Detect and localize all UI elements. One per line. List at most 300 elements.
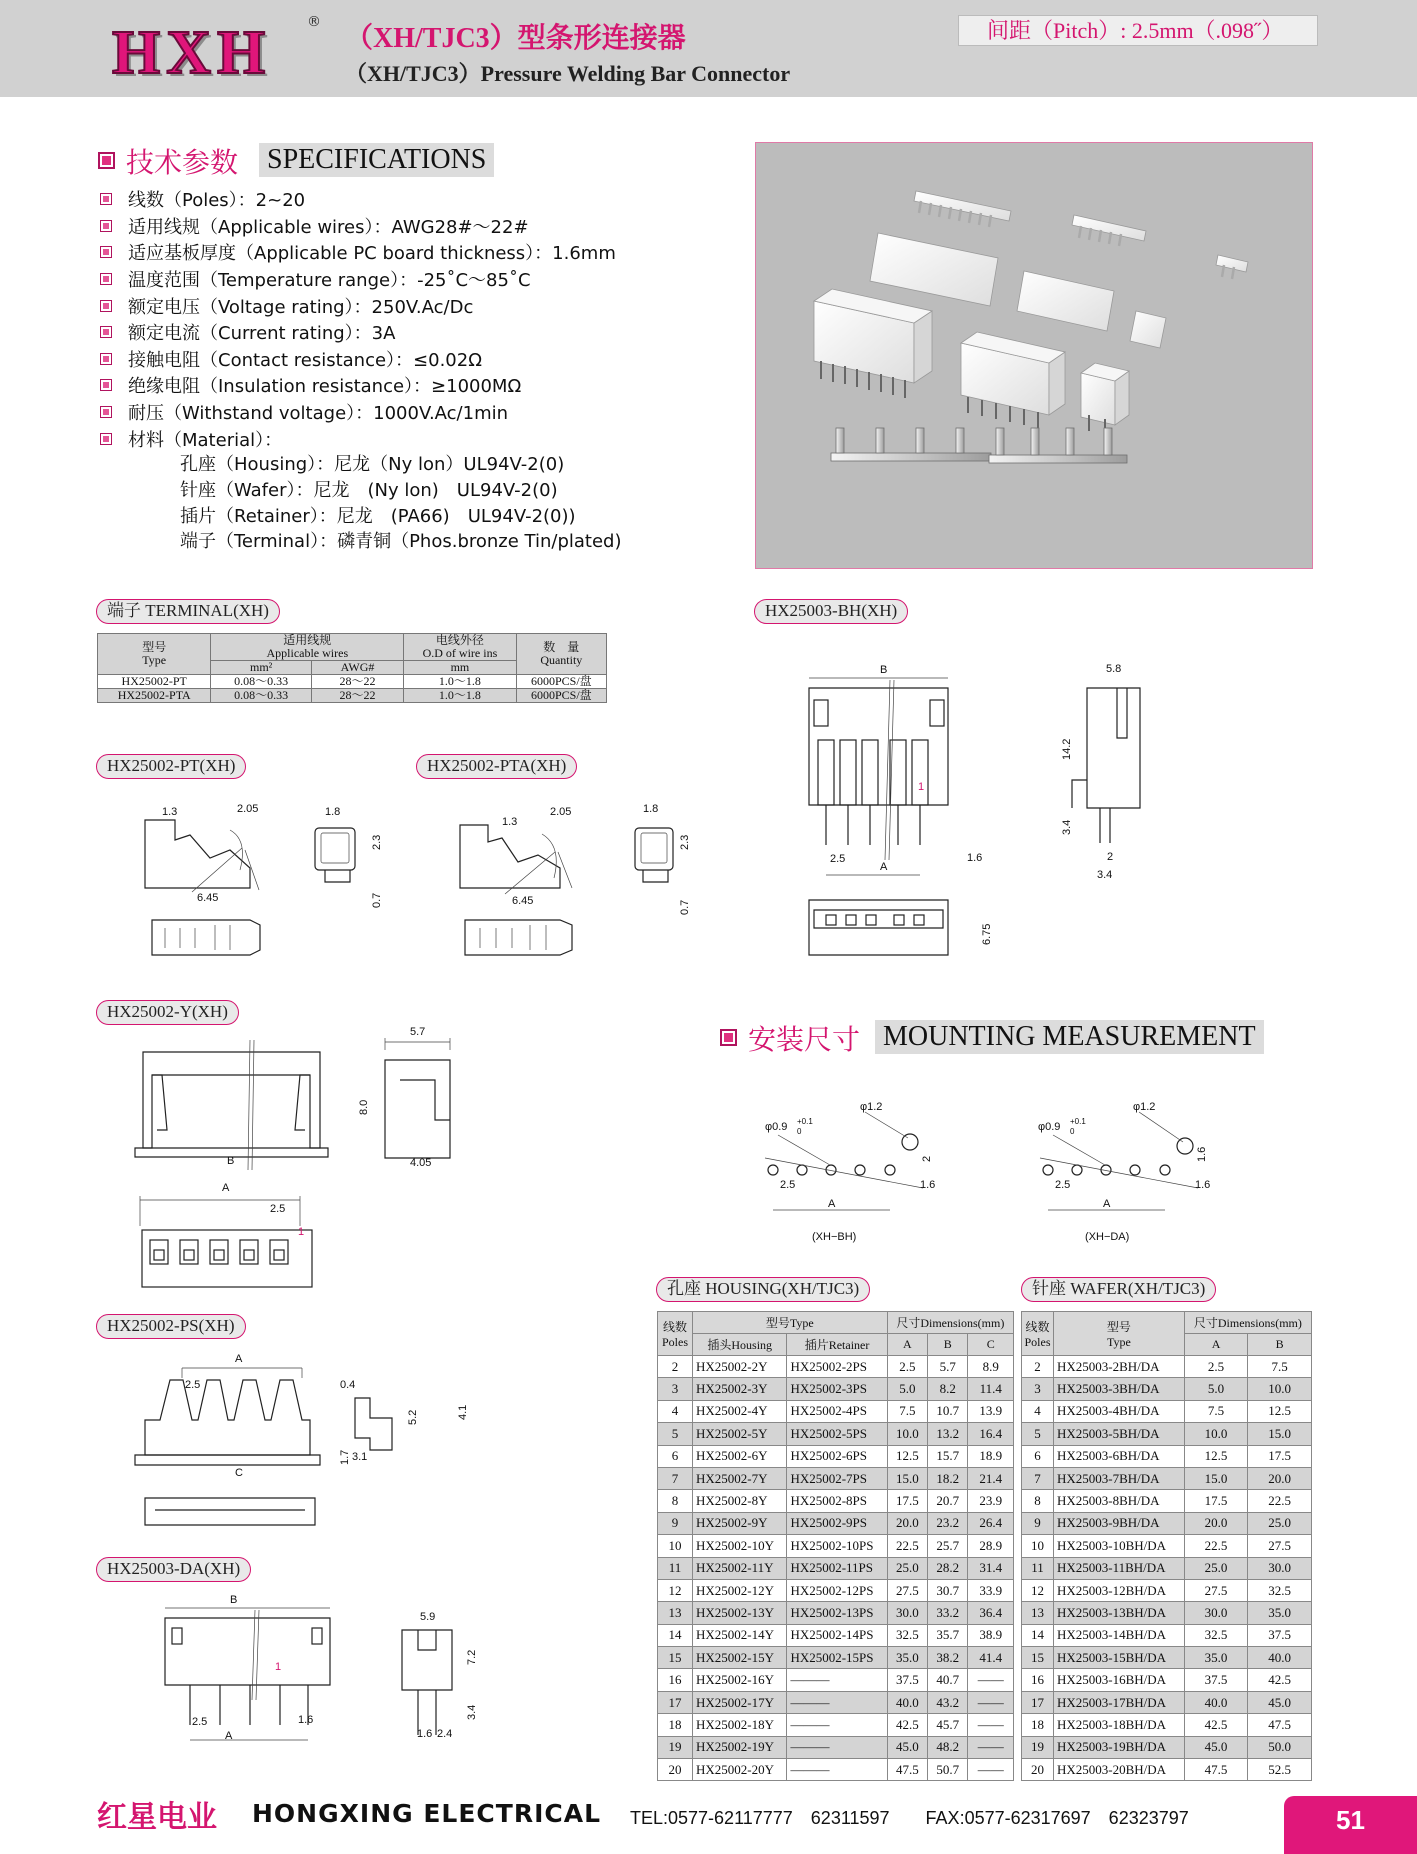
table-cell: HX25003-13BH/DA [1054,1602,1185,1624]
table-cell: 32.5 [1248,1579,1312,1601]
table-cell: ——— [787,1669,887,1691]
table-cell: 50.0 [1248,1736,1312,1758]
table-cell: HX25002-13Y [693,1602,787,1624]
table-cell: 2.5 [1184,1356,1248,1378]
svg-text:3.4: 3.4 [1061,819,1073,835]
pta-drawing [450,800,710,980]
table-cell: HX25002-6Y [693,1445,787,1467]
table-cell: 6 [658,1445,693,1467]
table-cell: 10.0 [887,1423,927,1445]
table-row [1022,1423,1312,1445]
table-cell: 37.5 [1184,1669,1248,1691]
table-row [1022,1691,1312,1713]
table-cell: 52.5 [1248,1759,1312,1781]
spec-heading-cn: 技术参数 [126,148,239,179]
table-cell: 18 [658,1714,693,1736]
table-cell: 40.0 [887,1691,927,1713]
table-cell: HX25002-2Y [693,1356,787,1378]
table-cell: 12 [1022,1579,1054,1601]
table-row [658,1356,1014,1378]
table-cell: HX25003-11BH/DA [1054,1557,1185,1579]
svg-text:1.6: 1.6 [967,852,983,864]
table-cell: 20.7 [928,1490,968,1512]
bullet-icon [100,433,112,445]
th-housing: 插头Housing [693,1334,787,1356]
table-cell: 4 [658,1400,693,1422]
terminal-table [97,633,607,703]
svg-text:A: A [828,1198,836,1210]
spec-item: 额定电流（Current rating）：3A [100,319,740,346]
table-cell: 8.2 [928,1378,968,1400]
table-cell: 12.5 [1248,1400,1312,1422]
svg-text:1.6: 1.6 [1196,1146,1208,1162]
svg-text:φ1.2: φ1.2 [1133,1101,1156,1113]
table-cell: 13 [658,1602,693,1624]
spec-item: 线数（Poles）：2~20 [100,186,740,213]
table-cell: 25.0 [1248,1512,1312,1534]
product-photo [755,142,1313,569]
table-cell: 47.5 [1248,1714,1312,1736]
table-cell: 23.9 [968,1490,1014,1512]
spec-item: 适用线规（Applicable wires）：AWG28#～22# [100,213,740,240]
table-cell: 35.0 [887,1647,927,1669]
table-cell: HX25003-20BH/DA [1054,1759,1185,1781]
bullet-icon [100,300,112,312]
table-cell: 12.5 [887,1445,927,1467]
table-cell: 11 [1022,1557,1054,1579]
th-dims: 尺寸Dimensions(mm) [1184,1312,1311,1334]
bullet-icon [100,379,112,391]
svg-text:A: A [222,1182,230,1194]
table-row [1022,1736,1312,1758]
table-cell: HX25003-10BH/DA [1054,1535,1185,1557]
table-cell: 17.5 [1248,1445,1312,1467]
table-cell: 5.7 [928,1356,968,1378]
table-cell: 12 [658,1579,693,1601]
table-cell: 8 [658,1490,693,1512]
table-cell: 14 [1022,1624,1054,1646]
table-cell: 14 [658,1624,693,1646]
table-cell: —— [968,1736,1014,1758]
svg-text:1.3: 1.3 [162,806,178,818]
ps-label: HX25002-PS(XH) [96,1314,246,1339]
housing-label: 孔座 HOUSING(XH/TJC3) [656,1277,870,1302]
material-terminal: 端子（Terminal）：磷青铜（Phos.bronze Tin/plated) [180,531,622,553]
table-cell: HX25002-3PS [787,1378,887,1400]
brand-logo: HXH [112,19,272,87]
table-cell: 20.0 [1184,1512,1248,1534]
svg-text:2.5: 2.5 [270,1203,286,1215]
table-cell: HX25003-18BH/DA [1054,1714,1185,1736]
spec-item: 材料（Material）： [100,425,740,452]
wafer-table: 线数 Poles 型号 Type 尺寸Dimensions(mm) A B 2 HX25003-2BH/DA 2.5 7.5 3 HX25003-3BH/DA 5.0 10.0 4 HX25003-4BH/DA 7.5 12.5 5 HX25003-5BH/DA 10.0 15.0 6 HX25003-6BH/DA 12.5 17.5 7 HX25003-7BH/DA 15.0 20.0 8 HX25003-8BH/DA 17.5 22.5 9 HX25003-9BH/DA 20.0 25.0 10 HX25003-10BH/DA 22.5 27.5 11 HX25003-11BH/DA 25.0 30.0 12 HX25003-12BH/DA 27.5 32.5 13 HX25003-13BH/DA 30.0 35.0 14 HX25003-14BH/DA 32.5 37.5 15 HX25003-15BH/DA 35.0 40.0 16 HX25003-16BH/DA 37.5 42.5 17 HX25003-17BH/DA 40.0 45.0 18 HX25003-18BH/DA 42.5 47.5 19 HX25003-19BH/DA 45.0 50.0 20 HX25003-20BH/DA 47.5 52.5 [1021,1311,1312,1781]
table-cell: —— [968,1669,1014,1691]
table-cell: 7.5 [887,1400,927,1422]
svg-text:1: 1 [918,781,925,793]
table-cell: 30.0 [1184,1602,1248,1624]
table-cell: 18 [1022,1714,1054,1736]
table-cell: HX25002-3Y [693,1378,787,1400]
table-cell: 42.5 [1248,1669,1312,1691]
table-cell: 26.4 [968,1512,1014,1534]
svg-text:0: 0 [1070,1127,1075,1136]
svg-text:B: B [880,664,888,676]
table-cell: 13.9 [968,1400,1014,1422]
table-cell: 15.7 [928,1445,968,1467]
spec-item: 接触电阻（Contact resistance）：≤0.02Ω [100,346,740,373]
table-cell: HX25002-5Y [693,1423,787,1445]
table-cell: 35.7 [928,1624,968,1646]
table-row [658,1579,1014,1601]
table-cell: 2.5 [887,1356,927,1378]
table-cell: 5 [658,1423,693,1445]
table-cell: 22.5 [1248,1490,1312,1512]
svg-text:1.6: 1.6 [1195,1179,1211,1191]
table-cell: HX25002-5PS [787,1423,887,1445]
table-cell: 7.5 [1248,1356,1312,1378]
table-cell: 18.2 [928,1467,968,1489]
table-cell: 20 [1022,1759,1054,1781]
table-cell: 20 [658,1759,693,1781]
svg-text:B: B [230,1594,238,1606]
table-cell: HX25002-15Y [693,1647,787,1669]
table-cell: 48.2 [928,1736,968,1758]
table-cell: HX25002-14PS [787,1624,887,1646]
table-cell: 25.0 [1184,1557,1248,1579]
th-retainer: 插片Retainer [787,1334,887,1356]
svg-text:1.6: 1.6 [417,1728,433,1740]
svg-text:14.2: 14.2 [1061,738,1073,760]
th-poles: 线数 Poles [658,1312,693,1356]
table-cell: —— [968,1691,1014,1713]
footer-contact: TEL:0577-62117777 62311597 FAX:0577-62317697 62323797 [630,1808,1189,1828]
spec-item: 额定电压（Voltage rating）：250V.Ac/Dc [100,292,740,319]
table-cell: 16.4 [968,1423,1014,1445]
th-od: 电线外径 O.D of wire ins [404,634,516,661]
table-cell: 17 [658,1691,693,1713]
table-cell: ——— [787,1736,887,1758]
table-cell: HX25002-10Y [693,1535,787,1557]
table-cell: HX25002-11Y [693,1557,787,1579]
table-cell: 10 [1022,1535,1054,1557]
table-cell: 9 [1022,1512,1054,1534]
table-cell: —— [968,1714,1014,1736]
table-cell: ——— [787,1691,887,1713]
table-cell: 30.0 [1248,1557,1312,1579]
svg-text:2: 2 [1107,851,1114,863]
table-cell: HX25002-7Y [693,1467,787,1489]
material-wafer: 针座（Wafer）：尼龙 (Ny lon) UL94V-2(0) [180,479,558,501]
table-row [658,1535,1014,1557]
table-cell: 2 [658,1356,693,1378]
th-poles: 线数 Poles [1022,1312,1054,1356]
table-cell: 8 [1022,1490,1054,1512]
table-cell: HX25002-11PS [787,1557,887,1579]
table-cell: 10.0 [1184,1423,1248,1445]
table-row [658,1423,1014,1445]
table-row [1022,1647,1312,1669]
table-row [1022,1490,1312,1512]
table-cell: 15 [658,1647,693,1669]
table-row [658,1378,1014,1400]
svg-text:2.5: 2.5 [1055,1179,1071,1191]
table-cell: ——— [787,1714,887,1736]
bullet-icon [100,193,112,205]
table-row [1022,1759,1312,1781]
bullet-icon [100,406,112,418]
svg-text:2.3: 2.3 [371,834,383,850]
svg-text:2.5: 2.5 [780,1179,796,1191]
table-cell: 11.4 [968,1378,1014,1400]
table-cell: 15.0 [887,1467,927,1489]
table-row [1022,1535,1312,1557]
table-cell: HX25003-19BH/DA [1054,1736,1185,1758]
bh-label: HX25003-BH(XH) [754,599,908,624]
table-row [658,1602,1014,1624]
table-cell: HX25002-12PS [787,1579,887,1601]
footer-company-cn: 红星电业 [97,1800,217,1835]
svg-text:2: 2 [921,1155,933,1162]
housing-table: 线数 Poles 型号Type 尺寸Dimensions(mm) 插头Housing 插片Retainer A B C 2 HX25002-2Y HX25002-2PS 2.5 5.7 8.9 3 HX25002-3Y HX25002-3PS 5.0 8.2 11.4 4 HX25002-4Y HX25002-4PS 7.5 10.7 13.9 5 HX25002-5Y HX25002-5PS 10.0 13.2 16.4 6 HX25002-6Y HX25002-6PS 12.5 15.7 18.9 7 HX25002-7Y HX25002-7PS 15.0 18.2 21.4 8 HX25002-8Y HX25002-8PS 17.5 20.7 23.9 9 HX25002-9Y HX25002-9PS 20.0 23.2 26.4 10 HX25002-10Y HX25002-10PS 22.5 25.7 28.9 11 HX25002-11Y HX25002-11PS 25.0 28.2 31.4 12 HX25002-12Y HX25002-12PS 27.5 30.7 33.9 13 HX25002-13Y HX25002-13PS 30.0 33.2 36.4 14 HX25002-14Y HX25002-14PS 32.5 35.7 38.9 15 HX25002-15Y HX25002-15PS 35.0 38.2 41.4 16 HX25002-16Y ——— 37.5 40.7 —— 17 HX25002-17Y ——— 40.0 43.2 —— 18 HX25002-18Y ——— 42.5 45.7 —— 19 HX25002-19Y ——— 45.0 48.2 —— 20 HX25002-20Y ——— 47.5 50.7 —— [657,1311,1014,1781]
th-dims: 尺寸Dimensions(mm) [887,1312,1013,1334]
table-cell: 3 [658,1378,693,1400]
svg-text:φ1.2: φ1.2 [860,1101,883,1113]
table-cell: HX25002-15PS [787,1647,887,1669]
table-cell: 45.0 [887,1736,927,1758]
table-row [658,1467,1014,1489]
svg-text:6.45: 6.45 [512,895,534,907]
table-row [658,1400,1014,1422]
bullet-square-icon [720,1029,737,1046]
table-cell: 19 [658,1736,693,1758]
table-cell: 30.0 [887,1602,927,1624]
table-cell: 35.0 [1184,1647,1248,1669]
y-drawing [130,1020,470,1310]
table-cell: 9 [658,1512,693,1534]
page-title-en: （XH/TJC3）Pressure Welding Bar Connector [345,61,791,86]
table-row [658,1445,1014,1467]
table-cell: 45.7 [928,1714,968,1736]
table-cell: 17 [1022,1691,1054,1713]
table-row [658,1714,1014,1736]
table-row [658,1512,1014,1534]
svg-text:2.4: 2.4 [437,1728,453,1740]
bullet-icon [100,273,112,285]
table-row [1022,1400,1312,1422]
table-cell: 13.2 [928,1423,968,1445]
table-cell: 19 [1022,1736,1054,1758]
svg-text:C: C [235,1467,243,1479]
table-cell: HX25003-16BH/DA [1054,1669,1185,1691]
material-housing: 孔座（Housing）：尼龙（Ny lon）UL94V-2(0) [180,453,565,475]
da-label: HX25003-DA(XH) [96,1557,251,1582]
table-cell: 47.5 [1184,1759,1248,1781]
table-cell: 3 [1022,1378,1054,1400]
table-cell: 42.5 [887,1714,927,1736]
table-cell: HX25002-12Y [693,1579,787,1601]
table-cell: 27.5 [1248,1535,1312,1557]
svg-text:2.5: 2.5 [185,1379,201,1391]
table-cell: 17.5 [1184,1490,1248,1512]
connector-photo-illustration [756,143,1314,570]
table-row [658,1490,1014,1512]
table-cell: HX25003-5BH/DA [1054,1423,1185,1445]
bullet-icon [100,246,112,258]
y-label: HX25002-Y(XH) [96,1000,239,1025]
table-cell: 7 [658,1467,693,1489]
table-cell: HX25002-19Y [693,1736,787,1758]
table-row [1022,1602,1312,1624]
table-row: HX25002-PTA 0.08～0.33 28～22 1.0～1.8 6000PCS/盘 [98,689,607,703]
svg-text:4.1: 4.1 [457,1404,469,1420]
table-row [1022,1624,1312,1646]
th-od-mm: mm [404,661,516,675]
table-cell: HX25003-2BH/DA [1054,1356,1185,1378]
svg-text:3.1: 3.1 [352,1451,368,1463]
table-cell: HX25002-20Y [693,1759,787,1781]
table-cell: 33.2 [928,1602,968,1624]
svg-text:0: 0 [797,1127,802,1136]
svg-text:0.7: 0.7 [371,892,383,908]
th-type: 型号 Type [1054,1312,1185,1356]
ps-drawing [130,1350,470,1530]
table-row [658,1759,1014,1781]
table-cell: 37.5 [887,1669,927,1691]
table-cell: 15 [1022,1647,1054,1669]
table-cell: HX25002-9Y [693,1512,787,1534]
table-cell: 42.5 [1184,1714,1248,1736]
table-cell: HX25002-10PS [787,1535,887,1557]
table-cell: HX25003-17BH/DA [1054,1691,1185,1713]
table-cell: 10.7 [928,1400,968,1422]
svg-text:0.4: 0.4 [340,1379,356,1391]
table-cell: 20.0 [1248,1467,1312,1489]
table-cell: 20.0 [887,1512,927,1534]
svg-text:3.4: 3.4 [466,1704,478,1720]
table-cell: HX25002-8PS [787,1490,887,1512]
svg-text:6.45: 6.45 [197,892,219,904]
table-cell: HX25003-4BH/DA [1054,1400,1185,1422]
wafer-rows [1022,1356,1312,1781]
svg-text:0.7: 0.7 [679,899,691,915]
svg-text:5.2: 5.2 [407,1409,419,1425]
spec-item: 绝缘电阻（Insulation resistance）：≥1000MΩ [100,372,740,399]
table-row [1022,1557,1312,1579]
svg-text:(XH−BH): (XH−BH) [812,1231,857,1243]
wafer-label: 针座 WAFER(XH/TJC3) [1021,1277,1216,1302]
table-cell: 33.9 [968,1579,1014,1601]
registered-mark: ® [307,14,321,30]
svg-text:2.05: 2.05 [237,803,259,815]
table-cell: 8.9 [968,1356,1014,1378]
bullet-square-icon [98,152,115,169]
table-cell: 6 [1022,1445,1054,1467]
svg-text:8.0: 8.0 [358,1099,370,1115]
svg-text:1.3: 1.3 [502,816,518,828]
table-cell: HX25002-17Y [693,1691,787,1713]
table-cell: 10.0 [1248,1378,1312,1400]
table-cell: 27.5 [1184,1579,1248,1601]
table-cell: 18.9 [968,1445,1014,1467]
table-cell: 21.4 [968,1467,1014,1489]
svg-text:1.8: 1.8 [325,806,341,818]
svg-text:2.05: 2.05 [550,806,572,818]
bullet-icon [100,353,112,365]
table-cell: 38.2 [928,1647,968,1669]
table-cell: 5.0 [887,1378,927,1400]
svg-text:A: A [880,861,888,873]
table-cell: 43.2 [928,1691,968,1713]
table-row [1022,1714,1312,1736]
svg-text:1: 1 [275,1661,282,1673]
svg-text:2.3: 2.3 [679,834,691,850]
table-row [658,1624,1014,1646]
table-cell: 45.0 [1184,1736,1248,1758]
table-cell: HX25003-6BH/DA [1054,1445,1185,1467]
table-cell: 22.5 [887,1535,927,1557]
table-cell: 50.7 [928,1759,968,1781]
table-cell: 4 [1022,1400,1054,1422]
svg-text:4.05: 4.05 [410,1157,432,1169]
table-cell: HX25002-7PS [787,1467,887,1489]
table-cell: HX25002-2PS [787,1356,887,1378]
table-cell: 17.5 [887,1490,927,1512]
table-row [658,1669,1014,1691]
table-cell: 40.7 [928,1669,968,1691]
svg-text:B: B [227,1155,235,1167]
table-cell: ——— [787,1759,887,1781]
svg-text:φ0.9: φ0.9 [765,1121,788,1133]
table-cell: HX25002-13PS [787,1602,887,1624]
pitch-badge: 间距（Pitch）: 2.5mm（.098˝） [958,15,1318,46]
table-cell: HX25003-9BH/DA [1054,1512,1185,1534]
table-cell: 31.4 [968,1557,1014,1579]
th-wires: 适用线规 Applicable wires [211,634,404,661]
svg-text:+0.1: +0.1 [1070,1117,1086,1126]
terminal-label: 端子 TERMINAL(XH) [96,599,280,624]
table-row [1022,1669,1312,1691]
table-cell: 25.0 [887,1557,927,1579]
th-mm: mm² [211,661,311,675]
table-row [1022,1467,1312,1489]
table-cell: 32.5 [887,1624,927,1646]
table-row [1022,1356,1312,1378]
table-cell: HX25002-4PS [787,1400,887,1422]
table-cell: HX25002-14Y [693,1624,787,1646]
table-cell: 27.5 [887,1579,927,1601]
table-cell: HX25002-9PS [787,1512,887,1534]
svg-text:6.75: 6.75 [981,923,993,945]
table-cell: HX25002-6PS [787,1445,887,1467]
svg-text:3.4: 3.4 [1097,869,1113,881]
svg-text:2.5: 2.5 [830,853,846,865]
table-cell: 37.5 [1248,1624,1312,1646]
svg-text:A: A [1103,1198,1111,1210]
spec-item: 温度范围（Temperature range）：-25˚C～85˚C [100,266,740,293]
table-cell: 36.4 [968,1602,1014,1624]
table-cell: 13 [1022,1602,1054,1624]
table-cell: 38.9 [968,1624,1014,1646]
table-cell: 16 [658,1669,693,1691]
material-retainer: 插片（Retainer）：尼龙 (PA66) UL94V-2(0)) [180,505,576,527]
table-cell: HX25003-8BH/DA [1054,1490,1185,1512]
table-row: HX25002-PT 0.08～0.33 28～22 1.0～1.8 6000PCS/盘 [98,675,607,689]
table-cell: HX25002-18Y [693,1714,787,1736]
table-cell: 28.9 [968,1535,1014,1557]
svg-text:1.6: 1.6 [920,1179,936,1191]
da-drawing [130,1590,478,1790]
th-qty: 数 量 Quantity [516,634,606,675]
